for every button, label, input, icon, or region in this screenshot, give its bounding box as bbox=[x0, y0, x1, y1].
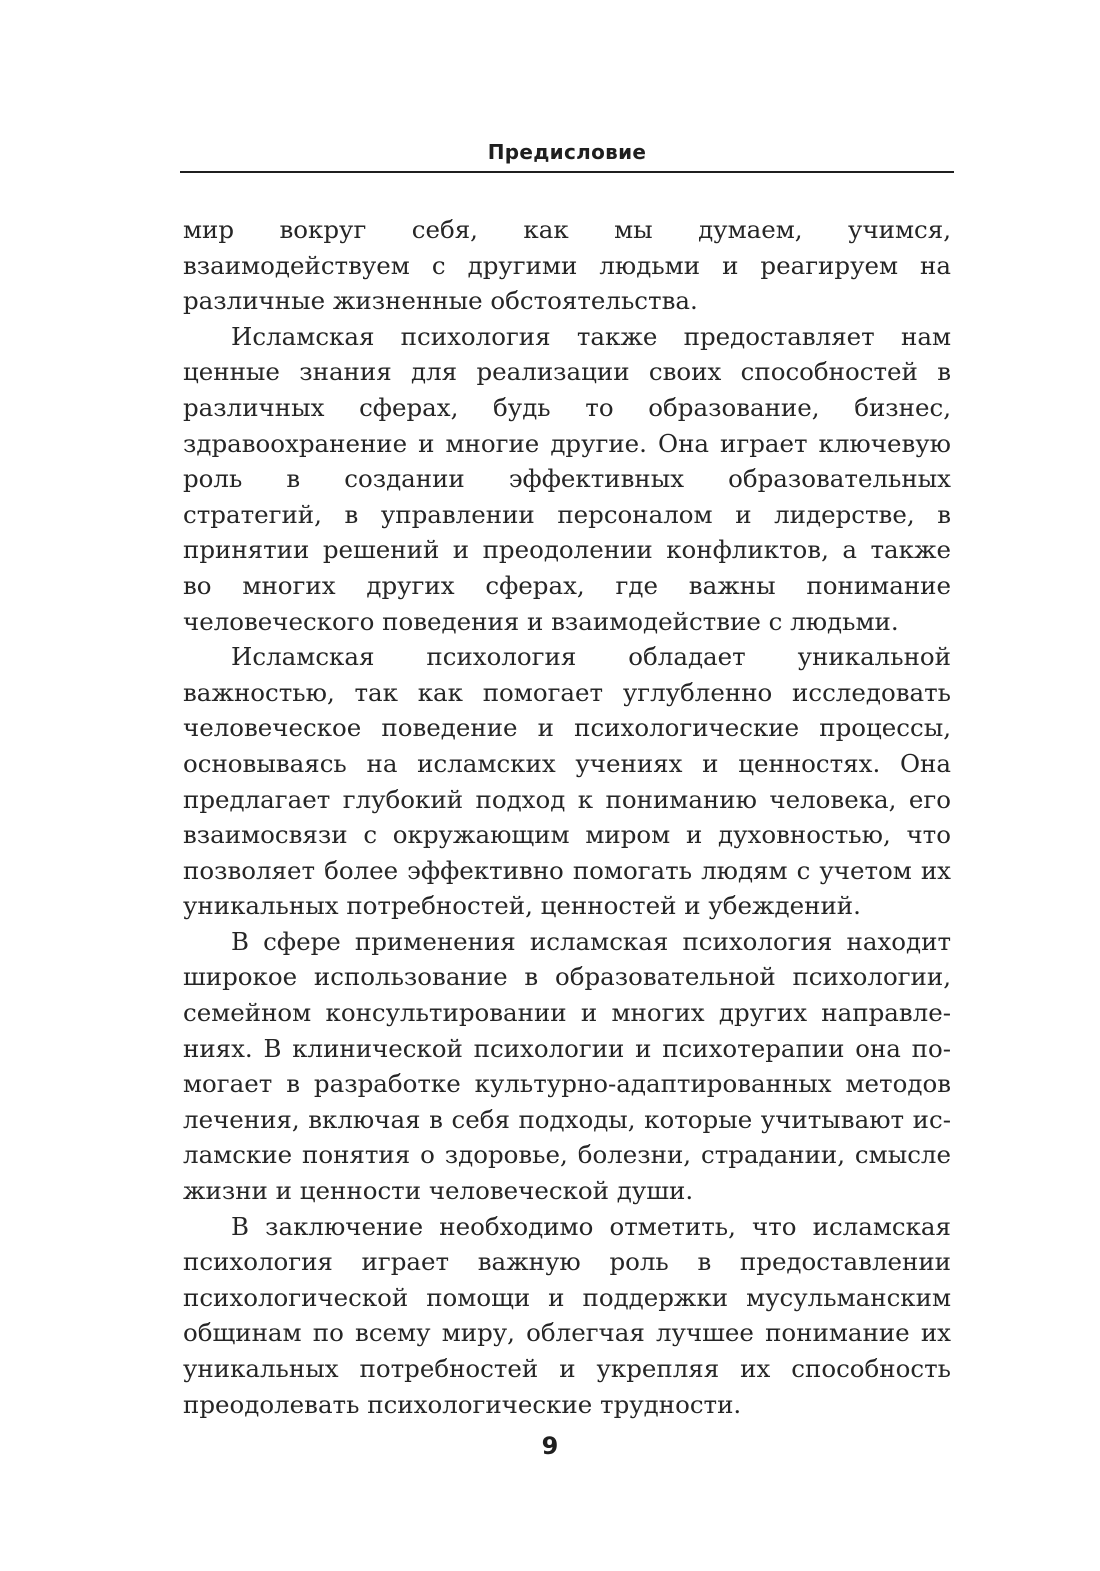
page-number: 9 bbox=[541, 1432, 559, 1460]
paragraph: Исламская психология также предоставляет нам ценные знания для реализации своих способностей в различных сферах, будь то образование, бизнес, здравоохранение и многие другие. Она играет ключевую роль в создании эффективных образовательных стратегий, в управлении персоналом и лидерстве, в принятии решений и преодолении конфликтов, а также во многих других сферах, где важны понимание человеческого поведения и взаимодействие с людьми. bbox=[183, 321, 951, 636]
header-rule bbox=[180, 171, 954, 173]
paragraph: В заключение необходимо отметить, что исламская психология играет важную роль в предоставлении психологической помощи и поддержки мусульманским общинам по всему миру, облегчая лучшее понимание их уникальных потребностей и укрепляя их способность преодолевать психологические трудности. bbox=[183, 1211, 951, 1419]
body-text bbox=[183, 212, 951, 1422]
paragraph: В сфере применения исламская психология находит широкое использование в образовательной психологии, семейном консультировании и многих других направлениях. В клинической психологии и психотерапии она помогает в разработке культурно-адаптированных методов лечения, включая в себя подходы, которые учитывают исламские понятия о здоровье, болезни, страдании, смысле жизни и ценности человеческой души. bbox=[183, 926, 951, 1206]
paragraph-continued: мир вокруг себя, как мы думаем, учимся, взаимодействуем с другими людьми и реагируем на различные жизненные обстоятельства. bbox=[183, 215, 951, 316]
paragraph: Исламская психология обладает уникальной важностью, так как помогает углубленно исследовать человеческое поведение и психологические процессы, основываясь на исламских учениях и ценностях. Она предлагает глубокий подход к пониманию человека, его взаимосвязи с окружающим миром и духовностью, что позволяет более эффективно помогать людям с учетом их уникальных потребностей, ценностей и убеждений. bbox=[183, 642, 951, 921]
running-head-title: Предисловие bbox=[487, 140, 647, 164]
